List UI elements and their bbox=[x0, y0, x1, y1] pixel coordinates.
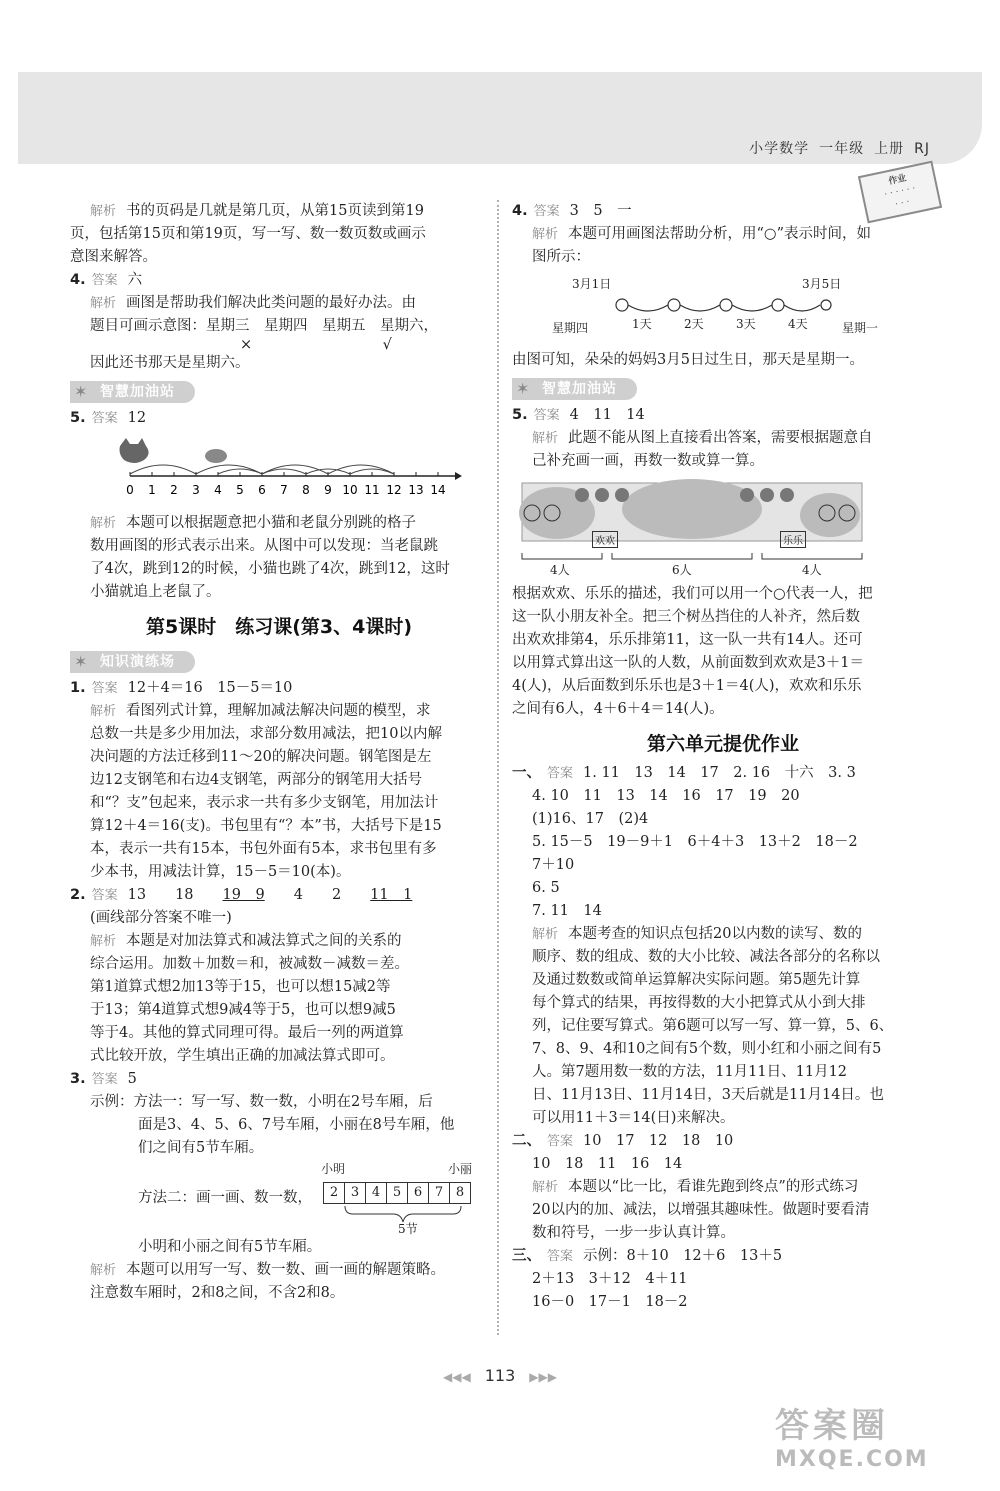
text-line: 解析 本题以“比一比，看谁先跑到终点”的形式练习 bbox=[532, 1179, 859, 1195]
tick-label: 9 bbox=[324, 483, 332, 497]
tick-label: 13 bbox=[408, 483, 424, 497]
text-line: 解析 本题可以根据题意把小猫和老鼠分别跳的格子 bbox=[90, 515, 417, 531]
tick-label: 1 bbox=[148, 483, 156, 497]
text-line: 解析 本题可以用写一写、数一数、画一画的解题策略。 bbox=[90, 1262, 446, 1278]
part-two: 二、 答案 10 17 12 18 10 bbox=[512, 1133, 734, 1149]
question-5-right: 5. 答案 4 11 14 bbox=[512, 407, 645, 423]
text-line: 第1道算式想2加13等于15，也可以想15减2等 bbox=[90, 979, 391, 995]
text-line: 顺序、数的组成、数的大小比较、减法各部分的名称以 bbox=[532, 949, 880, 965]
stamp-logo: 作业 · · · · · · · · · bbox=[858, 161, 942, 224]
text-line: 由图可知，朵朵的妈妈3月5日过生日，那天是星期一。 bbox=[512, 352, 864, 368]
name-xiaoli: 小丽 bbox=[448, 1162, 473, 1176]
text-line: 解析 此题不能从图上直接看出答案，需要根据题意自 bbox=[532, 430, 873, 446]
text-line: 解析 本题考查的知识点包括20以内数的读写、数的 bbox=[532, 926, 862, 942]
train-car: 3 bbox=[345, 1183, 366, 1203]
tick-label: 7 bbox=[280, 483, 288, 497]
text-line: 2＋13 3＋12 4＋11 bbox=[532, 1271, 688, 1287]
text-line: 题目可画示意图：星期三 星期四 星期五 星期六， bbox=[90, 318, 438, 334]
name-xiaoming: 小明 bbox=[321, 1162, 346, 1176]
number-line-figure bbox=[70, 434, 488, 508]
text-line: 以用算式算出这一队的人数，从前面数到欢欢是3＋1＝ bbox=[512, 655, 864, 671]
text-line: 少本书，用减法计算，15－5＝10(本)。 bbox=[90, 864, 351, 880]
train-figure bbox=[138, 1160, 488, 1236]
column-divider bbox=[497, 200, 499, 1335]
tick-label: 8 bbox=[302, 483, 310, 497]
question-2: 2. 答案 13 18 19 9 4 2 11 1 bbox=[70, 887, 413, 903]
tick-label: 0 bbox=[126, 483, 134, 497]
text-line: 解析 画图是帮助我们解决此类问题的最好办法。由 bbox=[90, 295, 417, 311]
text-line: 式比较开放，学生填出正确的加减法算式即可。 bbox=[90, 1048, 395, 1064]
weekday-end: 星期一 bbox=[842, 321, 879, 335]
page-number: ◀◀◀ 113 ▶▶▶ bbox=[443, 1366, 557, 1385]
train-car: 8 bbox=[455, 1185, 465, 1200]
star-icon: ✶ bbox=[74, 382, 89, 401]
text-line: 解析 书的页码是几就是第几页，从第15页读到第19 bbox=[90, 203, 424, 219]
text-line: 数用画图的形式表示出来。从图中可以发现：当老鼠跳 bbox=[90, 538, 438, 554]
text-line: 面是3、4、5、6、7号车厢，小丽在8号车厢，他 bbox=[138, 1117, 455, 1133]
tick-label: 14 bbox=[430, 483, 446, 497]
tick-label: 10 bbox=[342, 483, 358, 497]
tag-lele: 乐乐 bbox=[780, 531, 806, 548]
weekday-start: 星期四 bbox=[552, 321, 589, 335]
text-line: 数和符号，一步一步认真计算。 bbox=[532, 1225, 735, 1241]
text-line: 及通过数数或简单运算解决实际问题。第5题先计算 bbox=[532, 972, 861, 988]
jump-arc bbox=[196, 465, 262, 474]
mouse-icon bbox=[205, 449, 227, 463]
text-line: 决问题的方法迁移到11～20的解决问题。钢笔图是左 bbox=[90, 749, 432, 765]
right-arrows-icon: ▶▶▶ bbox=[529, 1370, 557, 1384]
section-title: 第5课时 练习课(第3、4课时) bbox=[145, 616, 413, 638]
group-label: 4人 bbox=[802, 563, 822, 577]
train-car: 6 bbox=[408, 1183, 429, 1203]
text-line: 这一队小朋友补全。把三个树丛挡住的人补齐，然后数 bbox=[512, 609, 860, 625]
text-line: 综合运用。加数＋加数＝和，被减数－减数＝差。 bbox=[90, 956, 409, 972]
text-line: 小猫就追上老鼠了。 bbox=[90, 584, 221, 600]
jump-arc bbox=[328, 465, 394, 474]
text-line: 5. 15－5 19－9＋1 6＋4＋3 13＋2 18－2 bbox=[532, 834, 858, 850]
text-line: 和“？支”包起来，表示求一共有多少支钢笔，用加法计 bbox=[90, 795, 439, 811]
text-line: 解析 看图列式计算，理解加减法解决问题的模型，求 bbox=[90, 703, 431, 719]
left-column bbox=[70, 200, 488, 1305]
text-line: 们之间有5节车厢。 bbox=[138, 1140, 264, 1156]
text-line: 列，记住要写算式。第6题可以写一写、算一算，5、6、 bbox=[532, 1018, 894, 1034]
jump-arc bbox=[130, 465, 196, 474]
text-line: 可以用11＋3＝14(日)来解决。 bbox=[532, 1110, 735, 1126]
day-label: 2天 bbox=[684, 317, 704, 331]
group-label: 4人 bbox=[550, 563, 570, 577]
text-line: 本，表示一共有15本，书包外面有5本，求书包里有多 bbox=[90, 841, 437, 857]
text-line: 边12支钢笔和右边4支钢笔，两部分的钢笔用大括号 bbox=[90, 772, 423, 788]
text-line: 了4次，跳到12的时候，小猫也跳了4次，跳到12，这时 bbox=[90, 561, 450, 577]
text-line: 注意数车厢时，2和8之间，不含2和8。 bbox=[90, 1285, 345, 1301]
weekday-marks: × √ bbox=[240, 337, 392, 353]
tick-label: 6 bbox=[258, 483, 266, 497]
tick-label: 12 bbox=[386, 483, 402, 497]
brace-label: 5节 bbox=[398, 1222, 418, 1236]
part-one: 一、 答案 1. 11 13 14 17 2. 16 十六 3. 3 bbox=[512, 765, 856, 781]
day-label: 4天 bbox=[788, 317, 808, 331]
cat-icon bbox=[120, 438, 149, 463]
text-line: 7＋10 bbox=[532, 857, 575, 873]
text-line: 日、11月13日、11月14日，3天后就是11月14日。也 bbox=[532, 1087, 884, 1103]
text-line: 人。第7题用数一数的方法，11月11日、11月12 bbox=[532, 1064, 848, 1080]
text-line: 总数一共是多少用加法，求部分数用减法，把10以内解 bbox=[90, 726, 442, 742]
text-line: 出欢欢排第4，乐乐排第11，这一队一共有14人。还可 bbox=[512, 632, 863, 648]
question-5: 5. 答案 12 bbox=[70, 410, 147, 426]
text-line: 4(人)，从后面数到乐乐也是3＋1＝4(人)，欢欢和乐乐 bbox=[512, 678, 862, 694]
banner-smart-station: ✶ 智慧加油站 bbox=[70, 381, 195, 403]
text-line: 根据欢欢、乐乐的描述，我们可以用一个○代表一人，把 bbox=[512, 586, 873, 602]
banner-knowledge: ✶ 知识演练场 bbox=[70, 651, 195, 673]
method-two: 方法二：画一画、数一数， bbox=[138, 1190, 312, 1206]
text-line: 4. 10 11 13 14 16 17 19 20 bbox=[532, 788, 800, 804]
text-line: (画线部分答案不唯一) bbox=[90, 910, 232, 926]
train-boxes bbox=[323, 1182, 471, 1204]
date-end: 3月5日 bbox=[802, 277, 842, 291]
train-car: 7 bbox=[429, 1183, 450, 1203]
right-column bbox=[512, 200, 934, 1314]
watermark: 答案圈 MXQE.COM bbox=[775, 1406, 929, 1472]
question-4: 4. 答案 六 bbox=[70, 272, 143, 288]
text-line: 示例：方法一：写一写、数一数，小明在2号车厢，后 bbox=[90, 1094, 433, 1110]
train-car: 4 bbox=[366, 1183, 387, 1203]
tick-label: 4 bbox=[214, 483, 222, 497]
train-car: 2 bbox=[324, 1183, 345, 1203]
text-line: 之间有6人，4＋6＋4＝14(人)。 bbox=[512, 701, 724, 717]
section-title: 第六单元提优作业 bbox=[646, 733, 799, 755]
text-line: (1)16、17 (2)4 bbox=[532, 811, 649, 827]
text-line: 解析 本题是对加法算式和减法算式之间的关系的 bbox=[90, 933, 402, 949]
tick-label: 11 bbox=[364, 483, 380, 497]
text-line: 16－0 17－1 18－2 bbox=[532, 1294, 688, 1310]
text-line: 页，包括第15页和第19页，写一写、数一数页数或画示 bbox=[70, 226, 426, 242]
queue-illustration bbox=[512, 473, 934, 583]
tick-label: 2 bbox=[170, 483, 178, 497]
question-4-right: 4. 答案 3 5 一 bbox=[512, 203, 632, 219]
tick-label: 5 bbox=[236, 483, 244, 497]
text-line: 意图来解答。 bbox=[70, 249, 157, 265]
text-line: 于13；第4道算式想9减4等于5，也可以想9减5 bbox=[90, 1002, 396, 1018]
text-line: 己补充画一画，再数一数或算一算。 bbox=[532, 453, 764, 469]
text-line: 等于4。其他的算式同理可得。最后一列的两道算 bbox=[90, 1025, 404, 1041]
tick-label: 3 bbox=[192, 483, 200, 497]
tag-huanhuan: 欢欢 bbox=[592, 531, 618, 548]
train-car: 5 bbox=[387, 1183, 408, 1203]
question-3: 3. 答案 5 bbox=[70, 1071, 137, 1087]
day-label: 1天 bbox=[632, 317, 652, 331]
text-line: 7. 11 14 bbox=[532, 903, 602, 919]
date-start: 3月1日 bbox=[572, 277, 612, 291]
jump-arc bbox=[262, 465, 328, 474]
date-diagram bbox=[512, 269, 934, 349]
text-line: 6. 5 bbox=[532, 880, 560, 896]
text-line: 算12＋4＝16(支)。书包里有“？本”书，大括号下是15 bbox=[90, 818, 442, 834]
text-line: 小明和小丽之间有5节车厢。 bbox=[138, 1239, 322, 1255]
banner-smart-station: ✶ 智慧加油站 bbox=[512, 378, 637, 400]
text-line: 解析 本题可用画图法帮助分析，用“○”表示时间，如 bbox=[532, 226, 871, 242]
text-line: 20以内的加、减法，以增强其趣味性。做题时要看清 bbox=[532, 1202, 870, 1218]
star-icon: ✶ bbox=[74, 652, 89, 671]
header-title: 小学数学 一年级 上册 RJ bbox=[749, 141, 930, 157]
number-line bbox=[70, 434, 470, 504]
star-icon: ✶ bbox=[516, 379, 531, 398]
part-three: 三、 答案 示例：8＋10 12＋6 13＋5 bbox=[512, 1248, 783, 1264]
group-label: 6人 bbox=[672, 563, 692, 577]
left-arrows-icon: ◀◀◀ bbox=[443, 1370, 471, 1384]
text-line: 10 18 11 16 14 bbox=[532, 1156, 683, 1172]
day-label: 3天 bbox=[736, 317, 756, 331]
text-line: 因此还书那天是星期六。 bbox=[90, 355, 250, 371]
question-1: 1. 答案 12＋4＝16 15－5＝10 bbox=[70, 680, 293, 696]
text-line: 7、8、9、4和10之间有5个数，则小红和小丽之间有5 bbox=[532, 1041, 882, 1057]
text-line: 图所示： bbox=[532, 249, 590, 265]
text-line: 每个算式的结果，再按得数的大小把算式从小到大排 bbox=[532, 995, 866, 1011]
